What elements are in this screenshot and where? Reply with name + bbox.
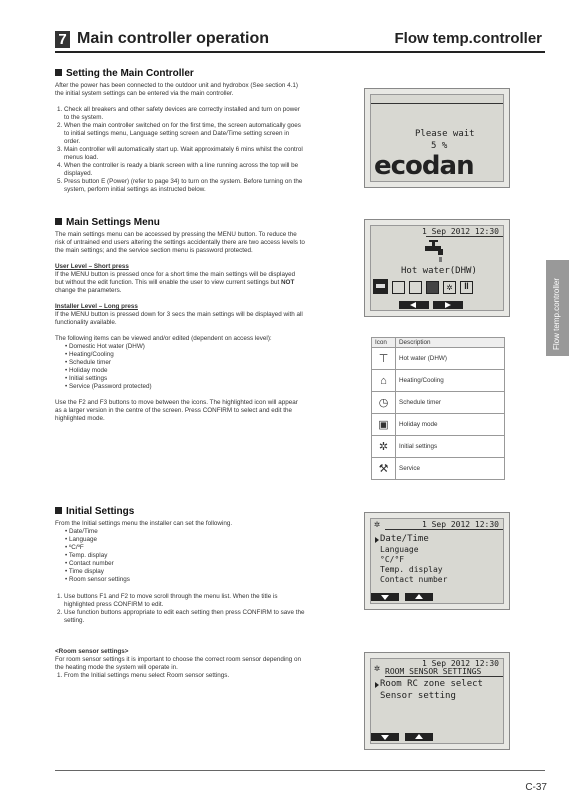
lcd-datetime: 1 Sep 2012 12:30 [421, 520, 499, 529]
lcd-screen [370, 225, 504, 311]
chapter-number: 7 [55, 31, 70, 48]
lcd-menu-item[interactable]: Sensor setting [380, 691, 456, 701]
list-item: • Holiday mode [65, 367, 305, 375]
list-item: • Service (Password protected) [65, 383, 305, 391]
lcd-title: ROOM SENSOR SETTINGS [385, 667, 482, 676]
list-item: • ºC/ºF [65, 544, 305, 552]
heading-square [55, 507, 62, 514]
lcd-percent: 5 % [431, 141, 448, 151]
setting-step: 1. Check all breakers and other safety devices are correctly installed and turn on power to the system. [64, 106, 305, 122]
user-level-heading: User Level – Short press [55, 263, 129, 270]
heading-square [55, 69, 62, 76]
table-cell: Heating/Cooling [396, 370, 505, 392]
initial-heading [55, 506, 134, 517]
list-item: • Heating/Cooling [65, 351, 305, 359]
header-rule [55, 51, 545, 53]
setting-step: 3. Main controller will automatically start up. Wait approximately 6 mins whilst the control menus load. [64, 146, 305, 162]
house-icon: ⌂ [372, 370, 396, 392]
suitcase-icon[interactable] [426, 281, 439, 294]
lcd-menu-item[interactable]: Temp. display [380, 565, 443, 574]
up-arrow-button[interactable] [405, 733, 433, 741]
arrow-left-icon [410, 302, 416, 308]
user-level-text [55, 271, 305, 295]
table-row [372, 348, 505, 370]
tap-icon[interactable] [373, 279, 388, 294]
lcd-datetime: 1 Sep 2012 12:30 [421, 659, 499, 668]
down-arrow-button[interactable] [371, 733, 399, 741]
table-row [372, 436, 505, 458]
user-text-not: NOT [281, 279, 295, 286]
list-item: • Initial settings [65, 375, 305, 383]
table-row [372, 370, 505, 392]
table-row [372, 392, 505, 414]
gear-icon[interactable]: ✲ [443, 281, 456, 294]
setting-intro: After the power has been connected to the outdoor unit and hydrobox (See section 4.1) the initial system settings can be entered via the main controller. [55, 82, 298, 97]
right-arrow-button[interactable] [433, 301, 463, 309]
main-menu-heading-text: Main Settings Menu [66, 217, 160, 228]
list-item: • Date/Time [65, 528, 305, 536]
table-cell: Service [396, 458, 505, 480]
lcd-initial-settings [364, 512, 510, 610]
section-title: Flow temp.controller [394, 30, 542, 47]
list-item: • Room sensor settings [65, 576, 305, 584]
lcd-screen [370, 94, 504, 182]
lcd-wait-text: Please wait [415, 129, 475, 139]
tools-icon[interactable]: ǁ [460, 281, 473, 294]
col-header-icon: Icon [372, 338, 396, 348]
table-row [372, 458, 505, 480]
arrow-down-icon [381, 595, 389, 600]
room-sensor-heading: <Room sensor settings> [55, 648, 129, 655]
initial-body [55, 520, 305, 625]
lcd-top-line [371, 103, 503, 104]
setting-step: 2. When the main controller switched on for the first time, the screen automatically goes to initial settings menu, Language setting screen and Date/Time setting screen in order. [64, 122, 305, 146]
table-row [372, 414, 505, 436]
installer-level-heading: Installer Level – Long press [55, 303, 138, 310]
setting-step: 5. Press button E (Power) (refer to page 34) to turn on the system. Before turning on the system, perform initial settings as instructed below. [64, 178, 305, 194]
house-icon[interactable] [392, 281, 405, 294]
timer-icon[interactable] [409, 281, 422, 294]
page-title: Main controller operation [77, 30, 270, 47]
lcd-top-line [385, 529, 503, 530]
initial-intro: From the Initial settings menu the installer can set the following. [55, 520, 233, 527]
list-item: • Temp. display [65, 552, 305, 560]
lcd-menu-item[interactable]: Contact number [380, 575, 448, 584]
tools-icon: ⚒ [372, 458, 396, 480]
setting-steps [55, 106, 305, 194]
main-menu-body [55, 231, 305, 423]
lcd-room-sensor [364, 652, 510, 750]
lcd-top-line [385, 676, 503, 677]
lcd-please-wait [364, 88, 510, 188]
list-item: • Contact number [65, 560, 305, 568]
arrow-up-icon [415, 734, 423, 739]
main-menu-heading [55, 217, 160, 228]
footer-rule [55, 770, 545, 771]
installer-level-text: If the MENU button is pressed down for 3 secs the main settings will be displayed with all functionality available. [55, 311, 303, 326]
timer-icon: ◷ [372, 392, 396, 414]
page-number: C-37 [525, 782, 547, 793]
lcd-menu-item[interactable]: Date/Time [380, 534, 429, 544]
initial-items [55, 528, 305, 584]
cursor-arrow-icon [375, 537, 379, 543]
arrow-up-icon [415, 594, 423, 599]
setting-heading [55, 68, 194, 79]
lcd-menu-item[interactable]: °C/°F [380, 555, 405, 564]
user-text-b: change the parameters. [55, 287, 122, 294]
side-tab-label: Flow temp.controller [552, 277, 561, 350]
gear-icon: ✲ [372, 436, 396, 458]
left-arrow-button[interactable] [399, 301, 429, 309]
lcd-menu-item[interactable]: Room RC zone select [380, 679, 483, 689]
table-cell: Holiday mode [396, 414, 505, 436]
arrow-down-icon [381, 735, 389, 740]
setting-heading-text: Setting the Main Controller [66, 68, 194, 79]
cursor-arrow-icon [375, 682, 379, 688]
lcd-main-menu [364, 219, 510, 317]
room-sensor-text: For room sensor settings it is important to choose the correct room sensor depending on the heating mode the system will operate in. [55, 656, 302, 671]
initial-heading-text: Initial Settings [66, 506, 135, 517]
heading-square [55, 218, 62, 225]
table-cell: Initial settings [396, 436, 505, 458]
initial-step: 1. Use buttons F1 and F2 to move scroll through the menu list. When the title is highlighted press CONFIRM to edit. [64, 593, 305, 609]
list-item: • Schedule timer [65, 359, 305, 367]
list-item: • Language [65, 536, 305, 544]
table-cell: Schedule timer [396, 392, 505, 414]
ecodan-logo: ecodan [374, 151, 474, 181]
lcd-top-line [426, 236, 503, 237]
lcd-selected-label: Hot water(DHW) [401, 266, 477, 276]
arrow-right-icon [445, 302, 451, 308]
down-arrow-button[interactable] [371, 593, 399, 601]
lcd-datetime: 1 Sep 2012 12:30 [421, 227, 499, 236]
setting-step: 4. When the controller is ready a blank screen with a line running across the top will be displayed. [64, 162, 305, 178]
list-intro: The following items can be viewed and/or edited (dependent on access level): [55, 335, 272, 342]
initial-steps [55, 593, 305, 625]
side-tab [546, 260, 569, 356]
main-menu-intro: The main settings menu can be accessed by pressing the MENU button. To reduce the risk of untrained end users altering the settings accidentally there are two access levels to the main settings; and the service section menu is password protected. [55, 231, 305, 254]
tap-icon [423, 240, 449, 264]
up-arrow-button[interactable] [405, 593, 433, 601]
list-item: • Time display [65, 568, 305, 576]
initial-step: 2. Use function buttons appropriate to edit each setting then press CONFIRM to save the setting. [64, 609, 305, 625]
room-sensor-step: 1. From the Initial settings menu select Room sensor settings. [64, 672, 305, 680]
main-menu-items [55, 343, 305, 391]
gear-icon: ✲ [374, 663, 381, 674]
suitcase-icon: ▣ [372, 414, 396, 436]
room-sensor-body [55, 648, 305, 680]
lcd-screen [370, 518, 504, 604]
tap-icon: ⊤ [372, 348, 396, 370]
room-sensor-steps [55, 672, 305, 680]
icon-table [371, 337, 505, 480]
list-item: • Domestic Hot water (DHW) [65, 343, 305, 351]
setting-body [55, 82, 305, 194]
gear-icon: ✲ [374, 519, 381, 530]
col-header-description: Description [396, 338, 505, 348]
main-menu-outro: Use the F2 and F3 buttons to move between the icons. The highlighted icon will appear as a larger version in the centre of the screen. Press CONFIRM to select and edit the highlighted mode. [55, 399, 298, 422]
user-text-a: If the MENU button is pressed once for a short time the main settings will be displayed but without the edit function. This will enable the user to view current settings but [55, 271, 296, 286]
lcd-screen [370, 658, 504, 744]
table-cell: Hot water (DHW) [396, 348, 505, 370]
lcd-menu-item[interactable]: Language [380, 545, 419, 554]
